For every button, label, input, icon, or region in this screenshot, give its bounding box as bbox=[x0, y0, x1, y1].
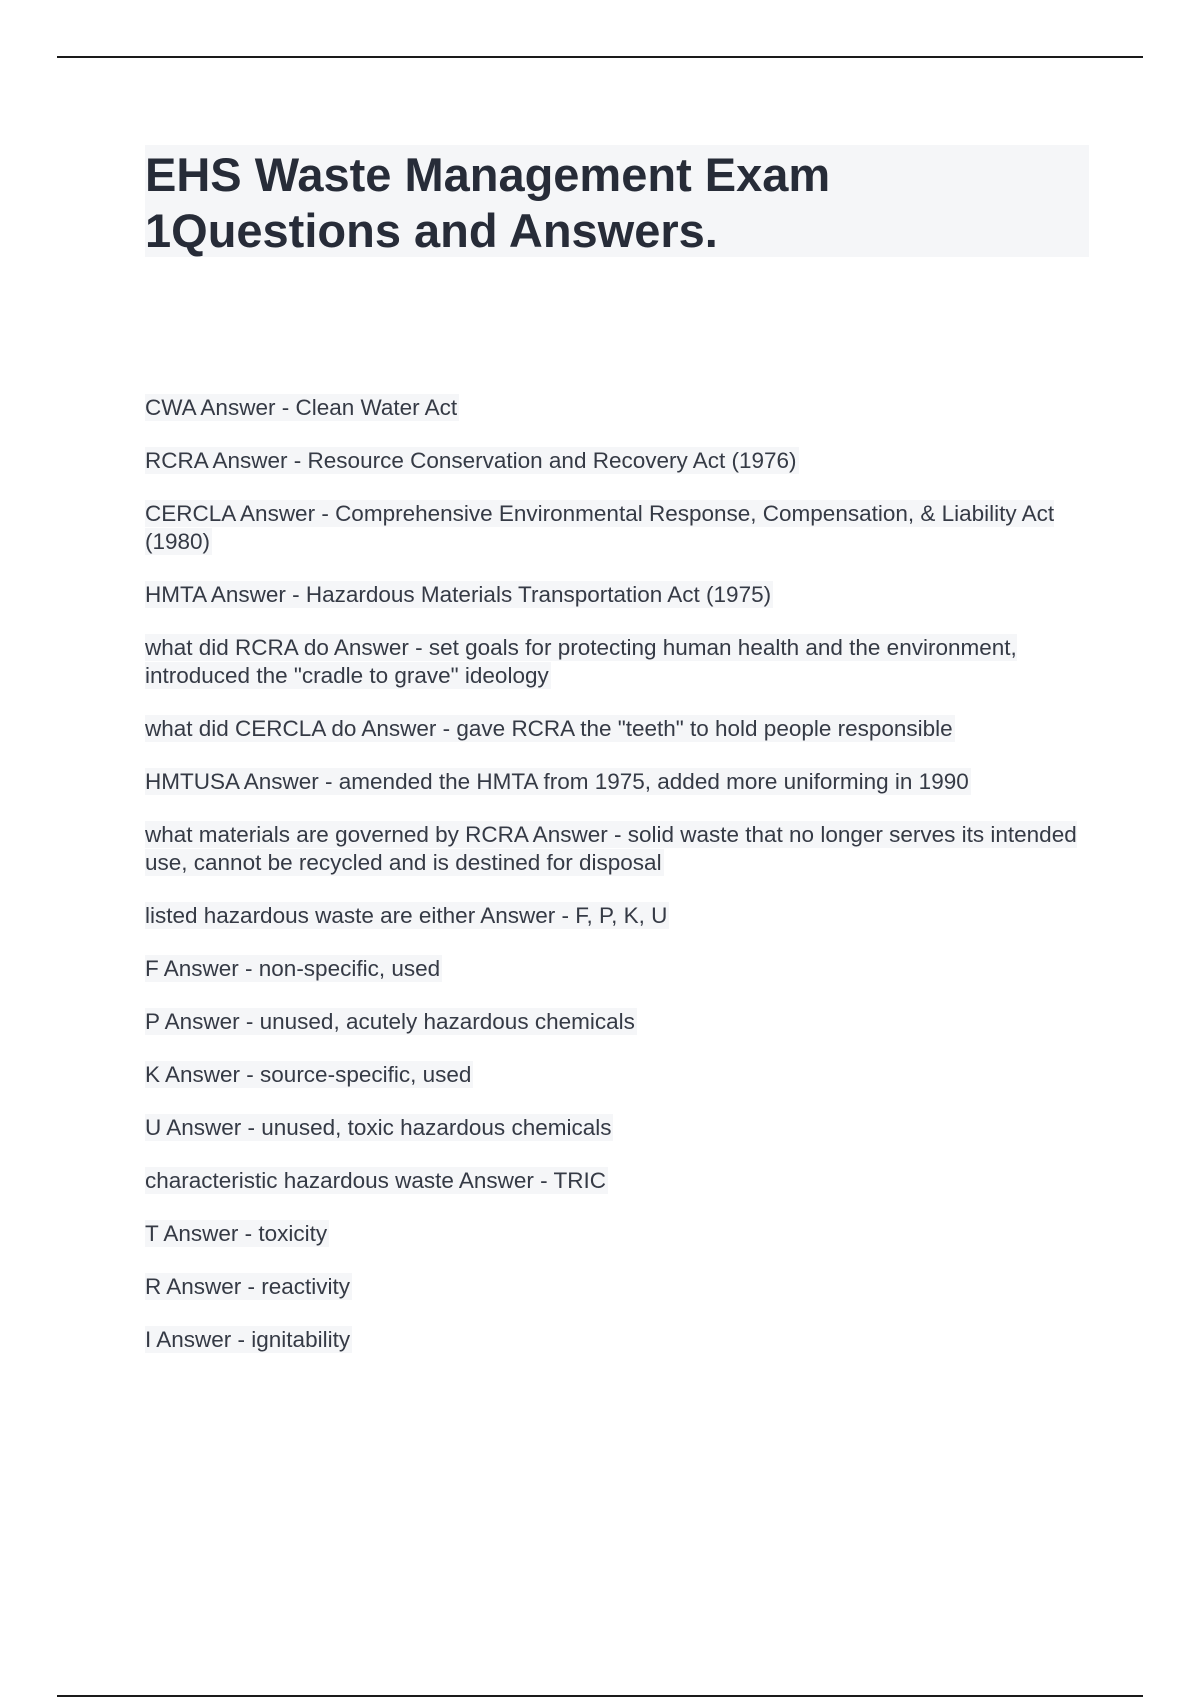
qa-text: HMTA Answer - Hazardous Materials Transportation Act (1975) bbox=[145, 582, 772, 607]
qa-text: I Answer - ignitability bbox=[145, 1327, 351, 1352]
qa-item bbox=[145, 394, 1095, 422]
qa-text: what did CERCLA do Answer - gave RCRA the "teeth" to hold people responsible bbox=[145, 716, 953, 741]
qa-text: what materials are governed by RCRA Answer - solid waste that no longer serves its intended use, cannot be recycled and is destined for disposal bbox=[145, 822, 1077, 875]
qa-item bbox=[145, 1008, 1095, 1036]
qa-text: R Answer - reactivity bbox=[145, 1274, 351, 1299]
title-line-2: 1Questions and Answers. bbox=[145, 204, 718, 257]
qa-item bbox=[145, 634, 1095, 690]
page-title bbox=[145, 145, 905, 259]
qa-item bbox=[145, 447, 1095, 475]
qa-text: F Answer - non-specific, used bbox=[145, 956, 441, 981]
qa-text: CWA Answer - Clean Water Act bbox=[145, 395, 458, 420]
qa-item bbox=[145, 955, 1095, 983]
qa-item bbox=[145, 1167, 1095, 1195]
qa-text: K Answer - source-specific, used bbox=[145, 1062, 472, 1087]
qa-text: P Answer - unused, acutely hazardous chemicals bbox=[145, 1009, 635, 1034]
qa-item bbox=[145, 821, 1095, 877]
qa-item bbox=[145, 500, 1095, 556]
qa-text: characteristic hazardous waste Answer - TRIC bbox=[145, 1168, 607, 1193]
qa-text: U Answer - unused, toxic hazardous chemicals bbox=[145, 1115, 612, 1140]
qa-item bbox=[145, 1326, 1095, 1354]
qa-item bbox=[145, 581, 1095, 609]
qa-item bbox=[145, 715, 1095, 743]
qa-item bbox=[145, 1273, 1095, 1301]
qa-item bbox=[145, 1114, 1095, 1142]
top-rule bbox=[57, 56, 1143, 58]
title-block bbox=[145, 145, 1089, 257]
qa-item bbox=[145, 768, 1095, 796]
qa-text: HMTUSA Answer - amended the HMTA from 1975, added more uniforming in 1990 bbox=[145, 769, 969, 794]
qa-text: RCRA Answer - Resource Conservation and Recovery Act (1976) bbox=[145, 448, 797, 473]
qa-item bbox=[145, 1220, 1095, 1248]
qa-item bbox=[145, 902, 1095, 930]
bottom-rule bbox=[57, 1695, 1143, 1697]
title-line-1: EHS Waste Management Exam bbox=[145, 148, 831, 201]
qa-text: CERCLA Answer - Comprehensive Environmental Response, Compensation, & Liability Act (1980) bbox=[145, 501, 1055, 554]
qa-list bbox=[145, 394, 1095, 1379]
qa-item bbox=[145, 1061, 1095, 1089]
qa-text: listed hazardous waste are either Answer - F, P, K, U bbox=[145, 903, 668, 928]
qa-text: what did RCRA do Answer - set goals for protecting human health and the environment, introduced the "cradle to grave" ideology bbox=[145, 635, 1017, 688]
qa-text: T Answer - toxicity bbox=[145, 1221, 328, 1246]
